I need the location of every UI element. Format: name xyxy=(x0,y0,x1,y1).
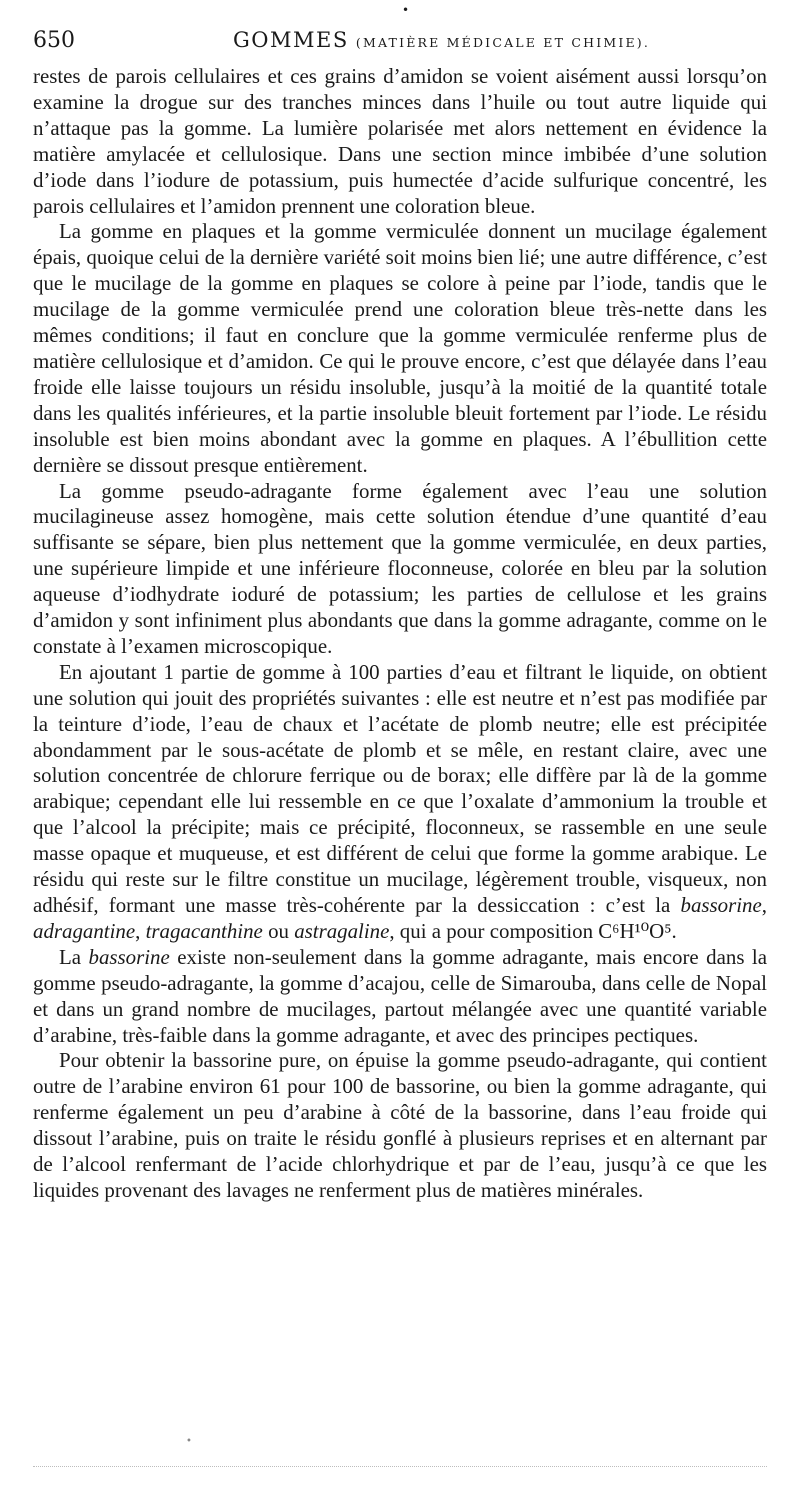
body-text xyxy=(33,64,767,1204)
term-bassorine: bassorine xyxy=(680,893,762,917)
top-ink-mark: • xyxy=(402,3,410,17)
term-bassorine-2: bassorine xyxy=(88,944,170,969)
running-title-sub: (MATIÈRE MÉDICALE ET CHIMIE). xyxy=(355,35,651,50)
footer-ink-mark: • xyxy=(186,1436,192,1447)
footer-dotted-rule xyxy=(33,1462,767,1467)
paragraph-4-end: , qui a pour composition C⁶H¹⁰O⁵. xyxy=(389,918,677,943)
separator-2: , xyxy=(135,918,141,943)
paragraph-2: La gomme en plaques et la gomme vermiculée donnent un mucilage également épais, quoique celui de la dernière variété soit moins bien lié; une autre différence, c’est que le mucilage de la gomme en plaques se colore à peine par l’iode, tandis que le mucilage de la gomme vermiculée prend une coloration bleue très-nette dans les mêmes conditions; il faut en conclure que la gomme vermiculée renferme plus de matière cellulosique et d’amidon. Ce qui le prouve encore, c’est que délayée dans l’eau froide elle laisse toujours un résidu insoluble, jusqu’à la moitié de la quantité totale dans les qualités inférieures, et la partie insoluble bleuit fortement par l’iode. Le résidu insoluble est bien moins abondant avec la gomme en plaques. A l’ébullition cette dernière se dissout presque entièrement. xyxy=(33,219,767,477)
term-astragaline: astragaline xyxy=(294,918,390,943)
running-title xyxy=(233,28,650,52)
separator-3: ou xyxy=(268,918,289,943)
paragraph-3: La gomme pseudo-adragante forme également avec l’eau une solution mucilagineuse assez homogène, mais cette solution étendue d’une quantité d’eau suffisante se sépare, bien plus nettement que la gomme vermiculée, en deux parties, une supérieure limpide et une inférieure floconneuse, colorée en bleu par la solution aqueuse d’iodhydrate ioduré de potassium; les parties de cellulose et les grains d’amidon y sont infiniment plus abondants que dans la gomme adragante, comme on le constate à l’examen microscopique. xyxy=(33,478,767,658)
paragraph-4 xyxy=(33,660,767,945)
paragraph-4-text: En ajoutant 1 partie de gomme à 100 parties d’eau et filtrant le liquide, on obtient une solution qui jouit des propriétés suivantes : elle est neutre et n’est pas modifiée par la teinture d’iode, l’eau de chaux et l’acétate de plomb neutre; elle est précipitée abondamment par le sous-acétate de plomb et se mêle, en restant claire, avec une solution concentrée de chlorure ferrique ou de borax; elle diffère par là de la gomme arabique; cependant elle lui ressemble en ce que l’oxalate d’ammonium la trouble et que l’alcool la précipite; mais ce précipité, floconneux, se rassemble en une seule masse opaque et muqueuse, et est différent de celui que forme la gomme arabique. Le résidu qui reste sur le filtre constitue un mucilage, légèrement trouble, visqueux, non adhésif, formant une masse très-cohérente par la dessiccation : c’est la xyxy=(33,659,767,917)
paragraph-5 xyxy=(33,945,767,1049)
paragraph-6: Pour obtenir la bassorine pure, on épuise la gomme pseudo-adragante, qui contient outre de l’arabine environ 61 pour 100 de bassorine, ou bien la gomme adragante, qui renferme également un peu d’arabine à côté de la bassorine, dans l’eau froide qui dissout l’arabine, puis on traite le résidu gonflé à plusieurs reprises et en alternant par de l’alcool renfermant de l’acide chlorhydrique et par de l’eau, jusqu’à ce que les liquides provenant des lavages ne renferment plus de matières minérales. xyxy=(33,1048,767,1202)
running-header xyxy=(33,28,773,64)
separator-1: , xyxy=(761,893,767,917)
paragraph-5-start: La xyxy=(59,944,82,969)
running-title-main: GOMMES xyxy=(233,28,349,52)
term-adragantine: adragantine xyxy=(33,918,136,943)
term-tragacanthine: tragacanthine xyxy=(145,918,263,943)
page-number: 650 xyxy=(33,28,75,53)
paragraph-5-text: existe non-seulement dans la gomme adragante, mais encore dans la gomme pseudo-adragante, la gomme d’acajou, celle de Simarouba, dans celle de Nopal et dans un grand nombre de mucilages, partout mélangée avec une quantité variable d’arabine, très-faible dans la gomme adragante, et avec des principes pectiques. xyxy=(33,944,767,1047)
paragraph-1: restes de parois cellulaires et ces grains d’amidon se voient aisément aussi lorsqu’on examine la drogue sur des tranches minces dans l’huile ou tout autre liquide qui n’attaque pas la gomme. La lumière polarisée met alors nettement en évidence la matière amylacée et cellulosique. Dans une section mince imbibée d’une solution d’iode dans l’iodure de potassium, puis humectée d’acide sulfurique concentré, les parois cellulaires et l’amidon prennent une coloration bleue. xyxy=(33,64,767,218)
